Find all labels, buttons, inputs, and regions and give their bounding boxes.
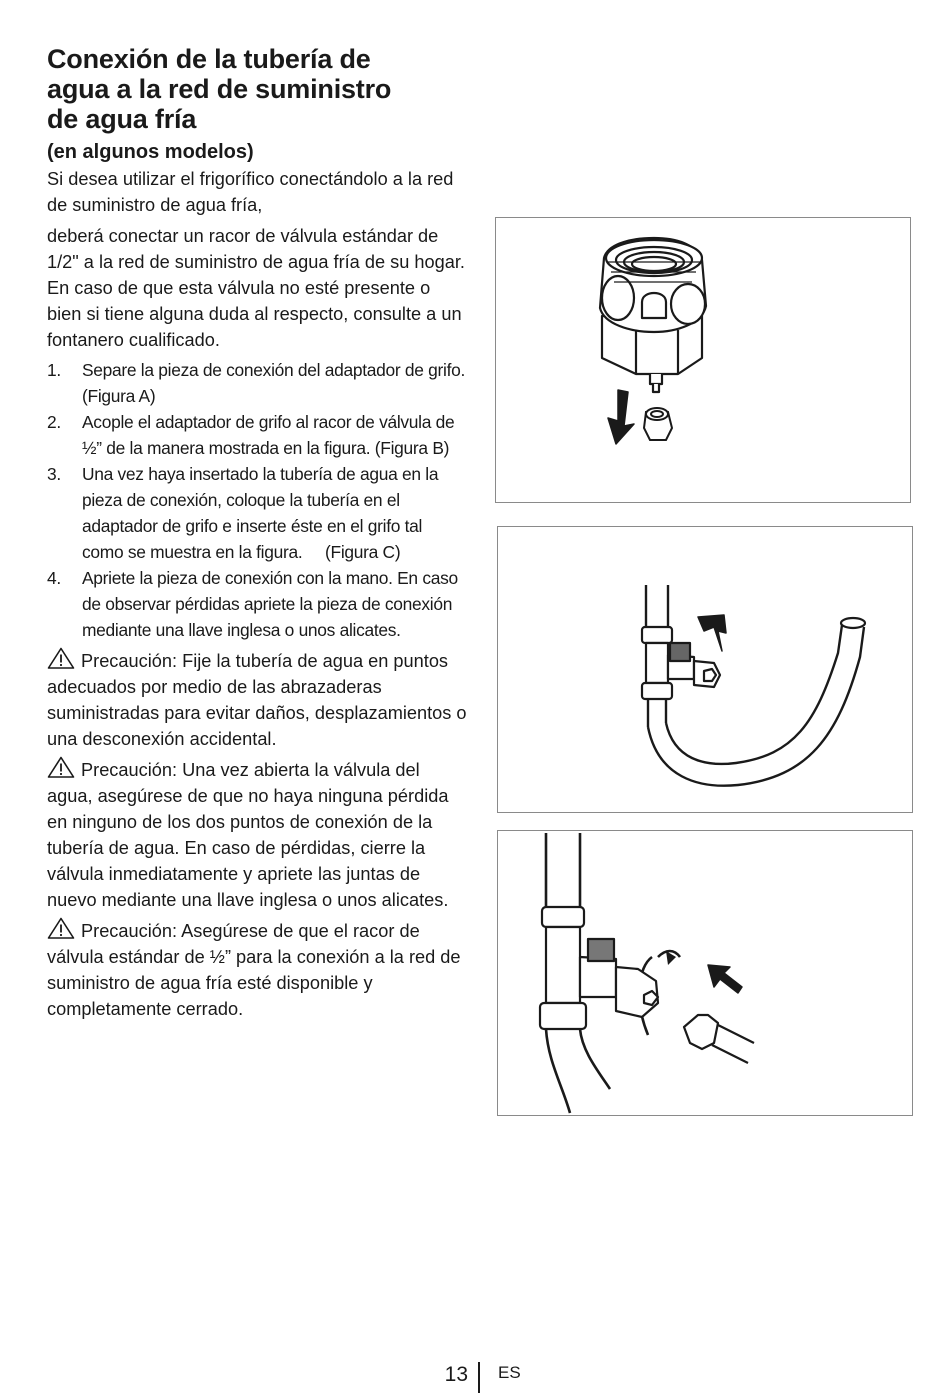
caution-text: Precaución: Asegúrese de que el racor de válvula estándar de ½” para la conexión a la red de suministro de agua fría esté disponible y completamente cerrado. [47, 921, 461, 1019]
step-text: Acople el adaptador de grifo al racor de válvula de ½” de la manera mostrada en la figura. (Figura B) [82, 412, 455, 458]
step-number: 4. [47, 568, 61, 588]
caution-note-1 [47, 647, 467, 752]
footer-divider [478, 1362, 480, 1393]
tap-adapter-illustration [496, 218, 910, 502]
arrow-icon [708, 965, 742, 993]
hose-connection-illustration [498, 831, 912, 1115]
step-number: 1. [47, 360, 61, 380]
page-footer [0, 1360, 950, 1396]
title-line-3: de agua fría [47, 104, 197, 134]
figure-b [497, 526, 913, 813]
step-text: Apriete la pieza de conexión con la mano. En caso de observar pérdidas apriete la pieza de conexión mediante una llave inglesa o unos alicates. [82, 568, 458, 640]
figure-c [497, 830, 913, 1116]
instruction-steps [47, 357, 467, 643]
warning-triangle-icon [47, 647, 75, 669]
title-line-1: Conexión de la tubería de [47, 44, 371, 74]
caution-text: Precaución: Fije la tubería de agua en puntos adecuados por medio de las abrazaderas suministradas para evitar daños, desplazamientos o una desconexión accidental. [47, 651, 467, 749]
step-number: 2. [47, 412, 61, 432]
caution-note-3 [47, 917, 467, 1022]
main-text-column [47, 44, 467, 1022]
step-item [47, 409, 467, 461]
arrow-icon [608, 390, 634, 444]
warning-triangle-icon [47, 917, 75, 939]
title-line-2: agua a la red de suministro [47, 74, 392, 104]
valve-adapter-illustration [498, 527, 912, 812]
figure-a [495, 217, 911, 503]
intro-paragraph-1: Si desea utilizar el frigorífico conectándolo a la red de suministro de agua fría, [47, 169, 454, 215]
step-item [47, 565, 467, 643]
step-text: Separe la pieza de conexión del adaptador de grifo. (Figura A) [82, 360, 466, 406]
caution-text: Precaución: Una vez abierta la válvula del agua, asegúrese de que no haya ninguna pérdida en ninguno de los dos puntos de conexión de la tubería de agua. En caso de pérdidas, cierre la válvula inmediatamente y apriete las juntas de nuevo mediante una llave inglesa o unos alicates. [47, 760, 449, 910]
intro-paragraph-2: deberá conectar un racor de válvula estándar de 1/2" a la red de suministro de agua fría de su hogar. En caso de que esta válvula no esté presente o bien si tiene alguna duda al respecto, consulte a un fontanero cualificado. [47, 226, 465, 350]
caution-note-2 [47, 756, 467, 913]
step-item [47, 461, 467, 565]
arrow-icon [698, 615, 726, 651]
step-item [47, 357, 467, 409]
step-number: 3. [47, 464, 61, 484]
page-subtitle: (en algunos modelos) [47, 141, 254, 163]
step-text: Una vez haya insertado la tubería de agua en la pieza de conexión, coloque la tubería en el adaptador de grifo e inserte éste en el grifo tal como se muestra en la figura. (Figura C) [82, 464, 443, 562]
page-title [47, 44, 467, 134]
page-number: 13 [444, 1363, 468, 1386]
language-code: ES [498, 1363, 521, 1382]
warning-triangle-icon [47, 756, 75, 778]
